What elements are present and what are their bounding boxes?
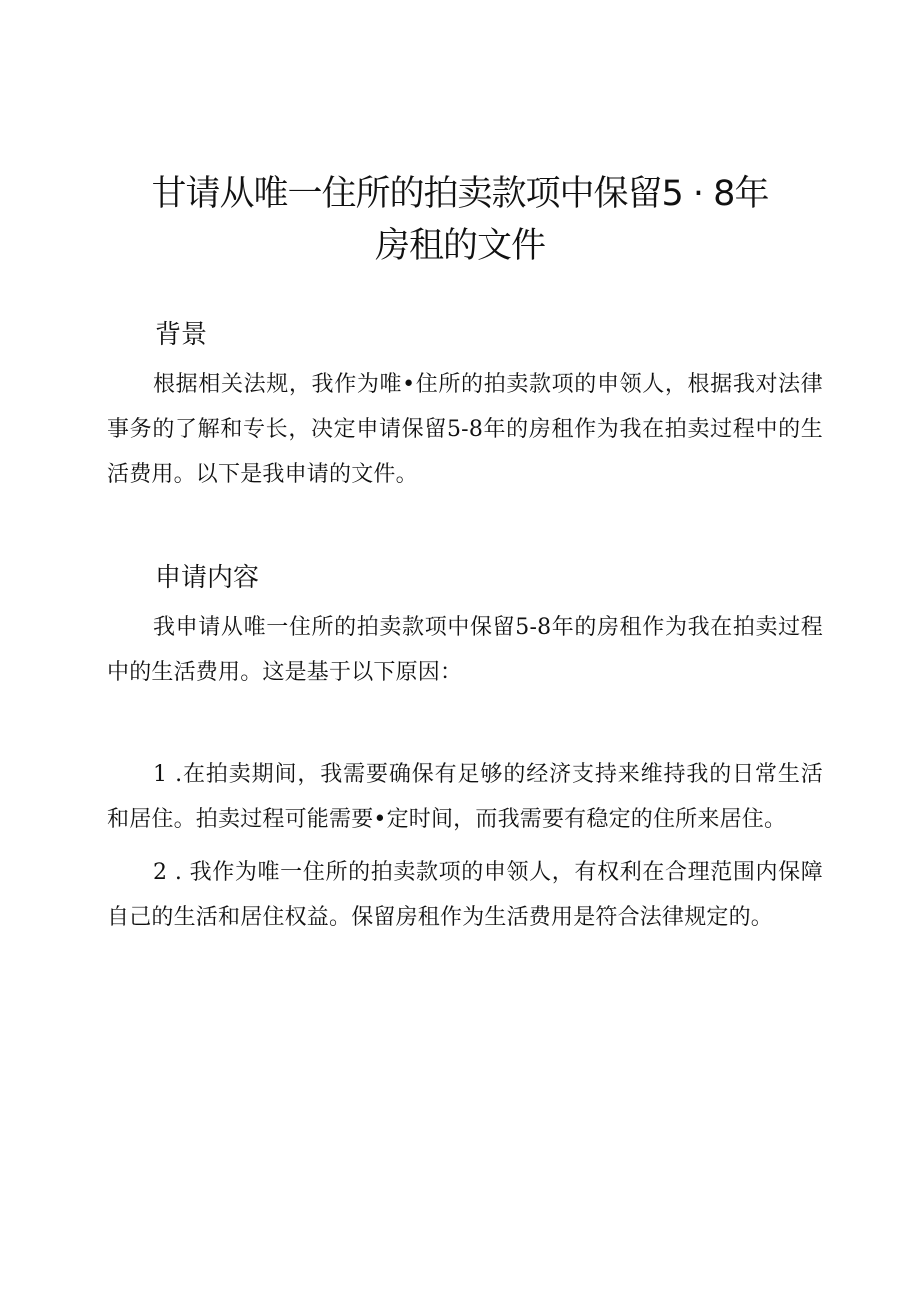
title-line-2: 房租的文件 [374,226,545,266]
reason-item-2: 2 . 我作为唯一住所的拍卖款项的申领人，有权利在合理范围内保障自己的生活和居住权益。保留房租作为生活费用是符合法律规定的。 [107,860,823,930]
section-heading-application: 申请内容 [155,563,260,593]
background-paragraph: 根据相关法规，我作为唯•住所的拍卖款项的申领人，根据我对法律事务的了解和专长，决定申请保留5-8年的房租作为我在拍卖过程中的生活费用。以下是我申请的文件。 [107,372,823,487]
section-heading-background: 背景 [155,320,208,350]
application-intro-paragraph: 我申请从唯一住所的拍卖款项中保留5-8年的房租作为我在拍卖过程中的生活费用。这是基于以下原因： [107,615,823,685]
document-title [100,168,820,272]
title-line-1: 甘请从唯一住所的拍卖款项中保留5 · 8年 [151,174,769,214]
reason-item-1: 1 .在拍卖期间，我需要确保有足够的经济支持来维持我的日常生活和居住。拍卖过程可能需要•定时间，而我需要有稳定的住所来居住。 [107,762,823,832]
